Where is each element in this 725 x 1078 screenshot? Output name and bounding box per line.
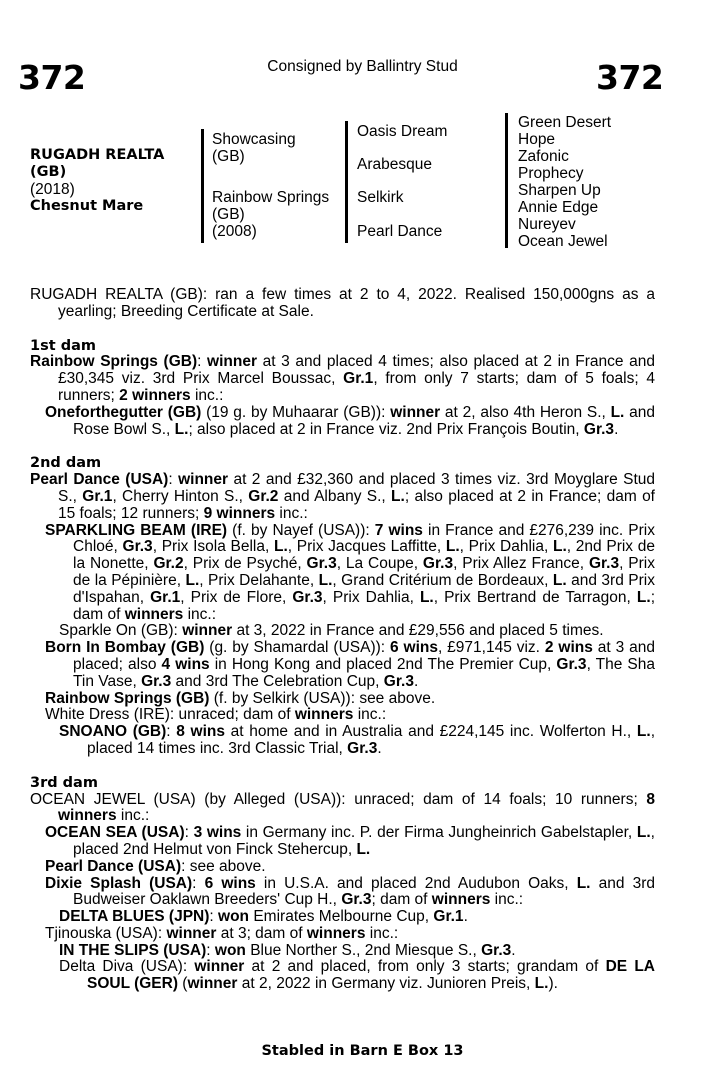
dam-year: (2008) — [212, 223, 257, 240]
pedigree-divider-3 — [505, 113, 508, 248]
horse-name: RUGADH REALTA — [30, 147, 165, 163]
horse-year: (2018) — [30, 181, 75, 198]
sire-block — [212, 131, 296, 165]
stabling-footer: Stabled in Barn E Box 13 — [261, 1043, 464, 1059]
catalogue-body — [30, 287, 655, 993]
pedigree-divider-1 — [201, 129, 204, 243]
produce-white-dress: White Dress (IRE): unraced; dam of winners inc.: — [45, 706, 387, 724]
sire-name: Showcasing — [212, 131, 296, 148]
gen4-1: Green Desert — [518, 114, 612, 131]
produce-dixie-splash: Dixie Splash (USA): 6 wins in U.S.A. and placed 2nd Audubon Oaks, L. and 3rd Budweiser Oaklawn Breeders' Cup H., Gr.3; dam of winners inc.: — [45, 874, 656, 909]
gen4-3: Zafonic — [518, 148, 569, 165]
produce-delta-diva: Delta Diva (USA): winner at 2 and placed, from only 3 starts; grandam of DE LA SOUL (GER) (winner at 2, 2022 in Germany viz. Junioren Preis, L.). — [59, 958, 655, 993]
produce-rainbow-springs: Rainbow Springs (GB) (f. by Selkirk (USA)): see above. — [45, 689, 436, 707]
third-dam-entry: OCEAN JEWEL (USA) (by Alleged (USA)): unraced; dam of 14 foals; 10 runners; 8 winners inc.: — [30, 790, 655, 825]
lot-number-right: 372 — [596, 58, 664, 97]
lot-number-left: 372 — [18, 58, 86, 97]
third-dam-heading: 3rd dam — [30, 774, 98, 791]
gen4-8: Ocean Jewel — [518, 233, 608, 250]
dam-block — [212, 189, 329, 240]
horse-country: (GB) — [30, 164, 67, 180]
pedigree-divider-2 — [345, 121, 348, 243]
produce-ocean-sea: OCEAN SEA (USA): 3 wins in Germany inc. P. der Firma Jungheinrich Gabelstapler, L., placed 2nd Helmut von Finck Stehercup, L. — [45, 824, 655, 858]
gen4-7: Nureyev — [518, 216, 576, 233]
produce-snoano: SNOANO (GB): 8 wins at home and in Australia and £224,145 inc. Wolferton H., L., placed 14 times inc. 3rd Classic Trial, Gr.3. — [59, 723, 655, 757]
intro-paragraph: RUGADH REALTA (GB): ran a few times at 2 to 4, 2022. Realised 150,000gns as a yearling; Breeding Certificate at Sale. — [30, 286, 655, 320]
gen4-4: Prophecy — [518, 165, 584, 182]
first-dam-heading: 1st dam — [30, 337, 96, 354]
second-dam-entry: Pearl Dance (USA): winner at 2 and £32,360 and placed 3 times viz. 3rd Moyglare Stud S., Gr.1, Cherry Hinton S., Gr.2 and Albany S., L.; also placed at 2 in France; dam of 15 foals; 12 runners; 9 winners inc.: — [30, 471, 655, 522]
produce-sparkling-beam: SPARKLING BEAM (IRE) (f. by Nayef (USA)): 7 wins in France and £276,239 inc. Prix Chloé, Gr.3, Prix Isola Bella, L., Prix Jacques Laffitte, L., Prix Dahlia, L., 2nd Prix de la Nonette, Gr.2, Prix de Psyché, Gr.3, La Coupe, Gr.3, Prix Allez France, Gr.3, Prix de la Pépinière, L., Prix Delahante, L., Grand Critérium de Bordeaux, L. and 3rd Prix d'Ispahan, Gr.1, Prix de Flore, Gr.3, Prix Dahlia, L., Prix Bertrand de Tarragon, L.; dam of winners inc.: — [45, 521, 655, 623]
horse-desc: Chesnut Mare — [30, 198, 144, 214]
gen4-5: Sharpen Up — [518, 182, 601, 199]
first-dam-entry: Rainbow Springs (GB): winner at 3 and placed 4 times; also placed at 2 in France and £30,345 viz. 3rd Prix Marcel Boussac, Gr.1, from only 7 starts; dam of 5 foals; 4 runners; 2 winners inc.: — [30, 353, 655, 404]
dam-name: Rainbow Springs — [212, 189, 330, 206]
second-dam-heading: 2nd dam — [30, 455, 102, 472]
fourth-generation — [518, 114, 611, 250]
sire-country: (GB) — [212, 148, 245, 165]
produce-pearl-dance: Pearl Dance (USA): see above. — [45, 857, 266, 875]
produce-oneforthegutter: Oneforthegutter (GB) (19 g. by Muhaarar (GB)): winner at 2, also 4th Heron S., L. and Rose Bowl S., L.; also placed at 2 in France viz. 2nd Prix François Boutin, Gr.3. — [45, 403, 655, 438]
sire-dam: Arabesque — [357, 156, 432, 173]
produce-in-the-slips: IN THE SLIPS (USA): won Blue Norther S., 2nd Miesque S., Gr.3. — [59, 941, 516, 959]
sire-sire: Oasis Dream — [357, 123, 448, 140]
consignor: Consigned by Ballintry Stud — [267, 58, 458, 75]
gen4-6: Annie Edge — [518, 199, 599, 216]
dam-dam: Pearl Dance — [357, 223, 443, 240]
produce-delta-blues: DELTA BLUES (JPN): won Emirates Melbourne Cup, Gr.1. — [59, 908, 468, 926]
produce-born-in-bombay: Born In Bombay (GB) (g. by Shamardal (USA)): 6 wins, £971,145 viz. 2 wins at 3 and placed; also 4 wins in Hong Kong and placed 2nd The Premier Cup, Gr.3, The Sha Tin Vase, Gr.3 and 3rd The Celebration Cup, Gr.3. — [45, 639, 655, 690]
produce-sparkle-on: Sparkle On (GB): winner at 3, 2022 in France and £29,556 and placed 5 times. — [59, 622, 604, 640]
produce-tjinouska: Tjinouska (USA): winner at 3; dam of winners inc.: — [45, 924, 399, 942]
horse-block — [30, 147, 164, 215]
dam-country: (GB) — [212, 206, 245, 223]
gen4-2: Hope — [518, 131, 556, 148]
dam-sire: Selkirk — [357, 189, 404, 206]
